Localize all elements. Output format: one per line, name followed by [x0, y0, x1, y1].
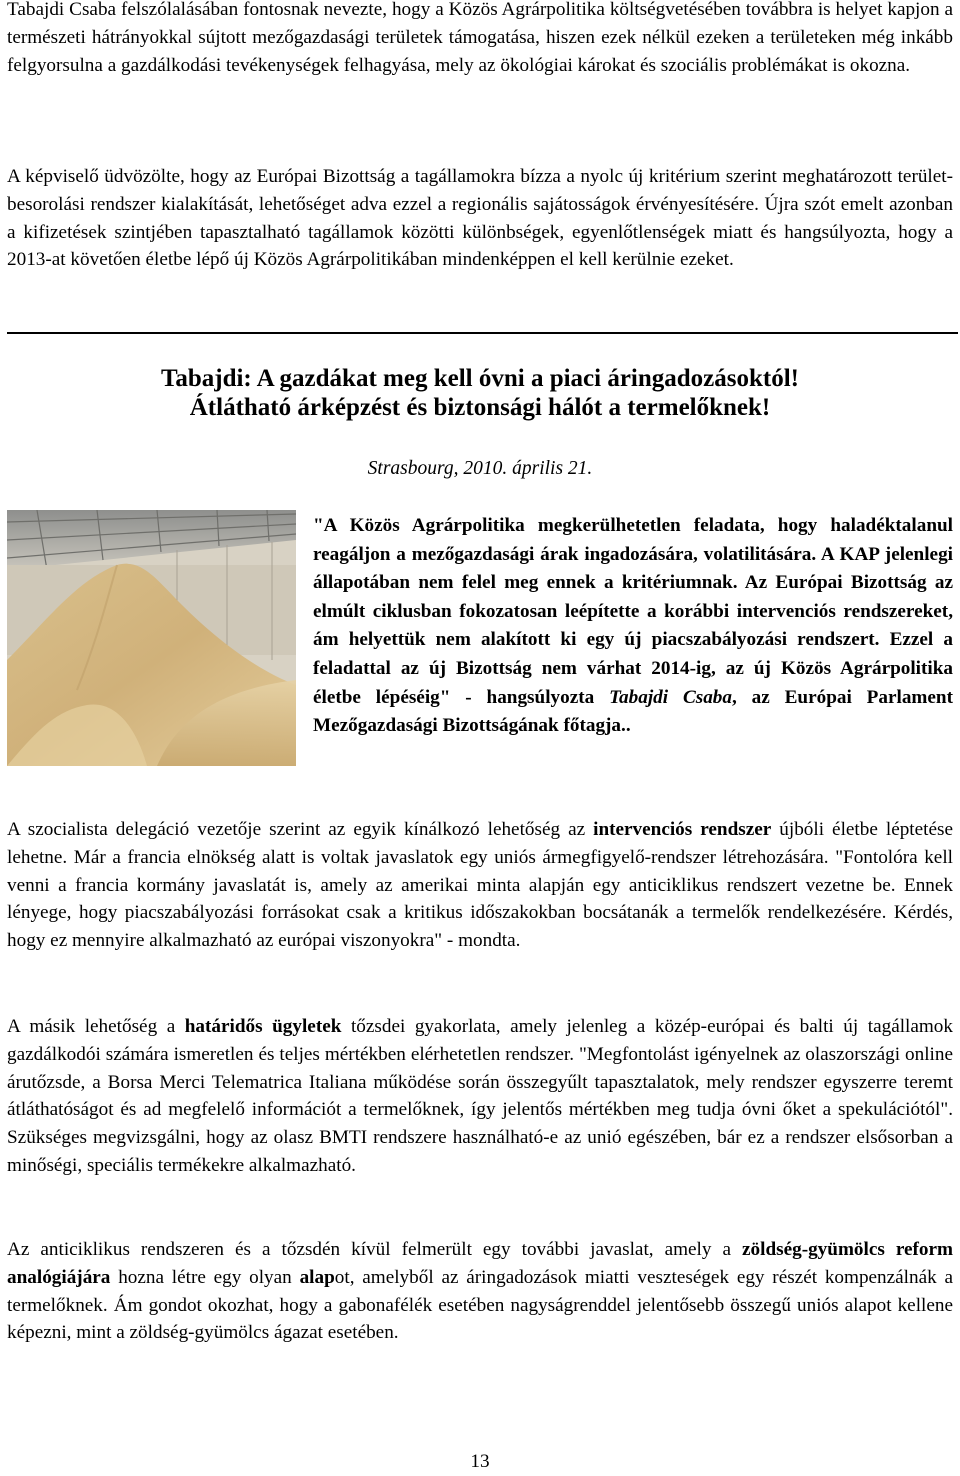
horizontal-divider: [7, 332, 958, 334]
p4-text-before: A másik lehetőség a: [7, 1016, 185, 1037]
pull-quote: [313, 512, 953, 741]
paragraph-intervention: [7, 816, 953, 955]
dateline: Strasbourg, 2010. április 21.: [367, 458, 593, 479]
paragraph-futures: [7, 1013, 953, 1180]
paragraph-fund: [7, 1236, 953, 1347]
p5-bold-term-2: alap: [299, 1266, 335, 1288]
quote-attribution: , az Európai Parlament Mezőgazdasági Bizottságának főtagja..: [313, 686, 953, 737]
paragraph-intro: Tabajdi Csaba felszólalásában fontosnak nevezte, hogy a Közös Agrárpolitika költségvetésében továbbra is helyet kapjon a természeti hátrányokkal sújtott mezőgazdasági területek támogatása, hiszen ezek nélkül ezeken a területeken még inkább felgyorsulna a gazdálkodási tevékenységek felhagyása, mely az ökológiai károkat és szociális problémákat is okozna.: [7, 0, 953, 76]
paragraph-classification: A képviselő üdvözölte, hogy az Európai Bizottság a tagállamokra bízza a nyolc új kritérium szerint meghatározott terület-besorolási rendszer kialakítását, lehetőséget adva ezzel a regionális sajátosságok érvényesítésére. Újra szót emelt azonban a kifizetések szintjében tapasztalható tagállamok közötti különbségek, egyenlőtlenségek miatt és hangsúlyozta, hogy a 2013-at követően életbe lépő új Közös Agrárpolitikában mindenképpen el kell kerülnie ezeket.: [7, 166, 953, 271]
p5-bold-term-1: zöldség-gyümölcs reform analógiájára: [7, 1239, 954, 1288]
p4-text-after: tőzsdei gyakorlata, amely jelenleg a közép-európai és balti új tagállamok gazdálkodói számára ismeretlen és teljes mértékben elérhetetlen rendszer. "Megfontolást igényelnek az olaszországi online árutőzsde, a Borsa Merci Telematrica Italiana működése során összegyűlt tapasztalatok, mely rendszer egyszerre teremt átláthatóságot és ad megfelelő információt a termelőknek, így jelentős mértékben meg tudja óvni őket a spekulációtól". Szükséges megvizsgálni, hogy az olasz BMTI rendszere használható-e az unió egészében, bár ez a rendszer elsősorban a minőségi, speciális termékekre alkalmazható.: [7, 1016, 953, 1176]
grain-warehouse-photo: [7, 510, 296, 766]
article-headline: [7, 365, 953, 422]
p3-text-after: újbóli életbe léptetése lehetne. Már a francia elnökség alatt is voltak javaslatok egy uniós ármegfigyelő-rendszer létrehozására. "Fontolóra kell venni a francia kormány javaslatát is, amely az amerikai minta alapján egy anticiklikus rendszert vezetne be. Ennek lényege, hogy piacszabályozási forrásokat csak a kritikus időszakokban bocsátanák a termelők rendelkezésére. Kérdés, hogy ez mennyire alkalmazható az európai viszonyokra" - mondta.: [7, 819, 953, 952]
headline-line-1: Tabajdi: A gazdákat meg kell óvni a piaci áringadozásoktól!: [160, 365, 800, 392]
p5-text-before: Az anticiklikus rendszeren és a tőzsdén kívül felmerült egy további javaslat, amely a: [7, 1239, 742, 1260]
headline-line-2: Átlátható árképzést és biztonsági hálót a termelőknek!: [189, 393, 771, 421]
p5-text-middle: hozna létre egy olyan: [110, 1266, 300, 1288]
p3-bold-term: intervenciós rendszer: [593, 819, 772, 840]
page-number: 13: [470, 1451, 490, 1472]
quote-speaker-name: Tabajdi Csaba: [609, 686, 732, 708]
p4-bold-term: határidős ügyletek: [184, 1016, 342, 1037]
p5-text-after: ot, amelyből az áringadozások miatti veszteségek egy részét kompenzálnák a termelőknek. Ám gondot okozhat, hogy a gabonafélék esetében nagyságrenddel jelentősebb összegű uniós alapot kellene képezni, mint a zöldség-gyümölcs ágazat esetében.: [7, 1266, 954, 1344]
p3-text-before: A szocialista delegáció vezetője szerint az egyik kínálkozó lehetőség az: [7, 819, 594, 840]
quote-text: "A Közös Agrárpolitika megkerülhetetlen feladata, hogy haladéktalanul reagáljon a mezőgazdasági árak ingadozására, volatilitására. A KAP jelenlegi állapotában nem felel meg ennek a kritériumnak. Az Európai Bizottság az elmúlt ciklusban fokozatosan leépítette a korábbi intervenciós rendszereket, ám helyettük nem alakított ki egy új piacszabályozási rendszert. Ezzel a feladattal az új Bizottság nem várhat 2014-ig, az új Közös Agrárpolitika életbe lépéséig" - hangsúlyozta: [313, 515, 953, 708]
